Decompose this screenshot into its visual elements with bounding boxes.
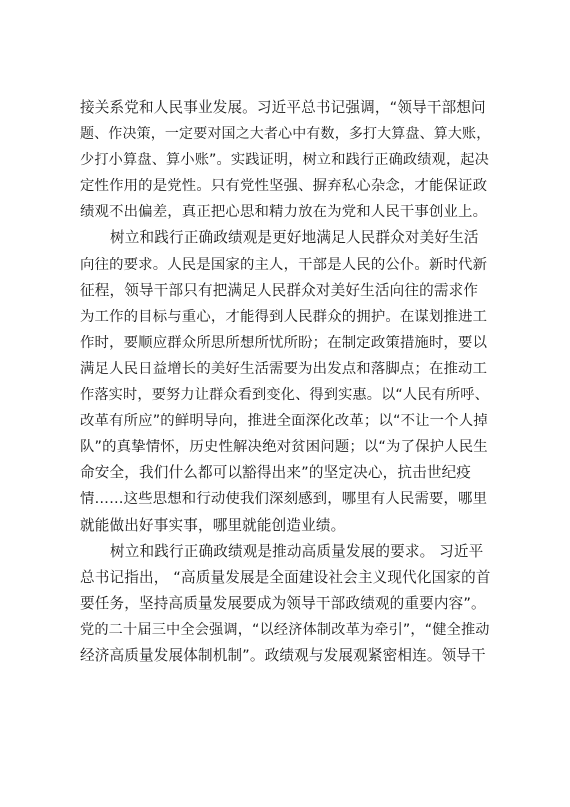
text-line: 向往的要求。人民是国家的主人，干部是人民的公仆。新时代新 <box>80 256 488 273</box>
text-line: 就能做出好事实事，哪里就能创造业绩。 <box>80 516 346 534</box>
text-line: 题、作决策，一定要对国之大者心中有数，多打大算盘、算大账， <box>80 126 491 143</box>
text-line: 作时，要顺应群众所思所想所忧所盼；在制定政策措施时，要以 <box>80 334 488 351</box>
text-line: 经济高质量发展体制机制”。政绩观与发展观紧密相连。领导干 <box>80 646 486 664</box>
text-line: 总书记指出， “高质量发展是全面建设社会主义现代化国家的首 <box>80 568 491 586</box>
paragraph-first-line: 树立和践行正确政绩观是更好地满足人民群众对美好生活 <box>110 229 479 247</box>
text-line: 党的二十届三中全会强调，“以经济体制改革为牵引”，“健全推动 <box>80 621 490 638</box>
text-line: 命安全，我们什么都可以豁得出来”的坚定决心，抗击世纪疫 <box>80 464 472 482</box>
text-line: 征程，领导干部只有把满足人民群众对美好生活向往的需求作 <box>80 281 479 299</box>
text-line: 情……这些思想和行动使我们深刻感到，哪里有人民需要，哪里 <box>80 491 488 508</box>
text-line: 绩观不出偏差，真正把心思和精力放在为党和人民干事创业上。 <box>80 204 488 221</box>
text-line: 定性作用的是党性。只有党性坚强、摒弃私心杂念，才能保证政 <box>80 178 488 195</box>
text-line: 要任务，坚持高质量发展要成为领导干部政绩观的重要内容”。 <box>80 594 486 612</box>
text-line: 满足人民日益增长的美好生活需要为出发点和落脚点；在推动工 <box>80 360 488 377</box>
text-line: 队”的真挚情怀，历史性解决绝对贫困问题；以“为了保护人民生 <box>80 439 488 456</box>
text-line: 为工作的目标与重心，才能得到人民群众的拥护。在谋划推进工 <box>80 308 488 325</box>
paragraph-first-line: 树立和践行正确政绩观是推动高质量发展的要求。 习近平 <box>110 542 484 560</box>
text-line: 接关系党和人民事业发展。习近平总书记强调，“领导干部想问 <box>80 99 486 116</box>
body-text <box>80 95 491 669</box>
text-line: 改革有所应”的鲜明导向，推进全面深化改革；以“不让一个人掉 <box>80 413 488 430</box>
text-line: 少打小算盘、算小账”。实践证明，树立和践行正确政绩观，起决 <box>80 152 489 169</box>
text-line: 作落实时，要努力让群众看到变化、得到实惠。以“人民有所呼、 <box>80 387 489 404</box>
